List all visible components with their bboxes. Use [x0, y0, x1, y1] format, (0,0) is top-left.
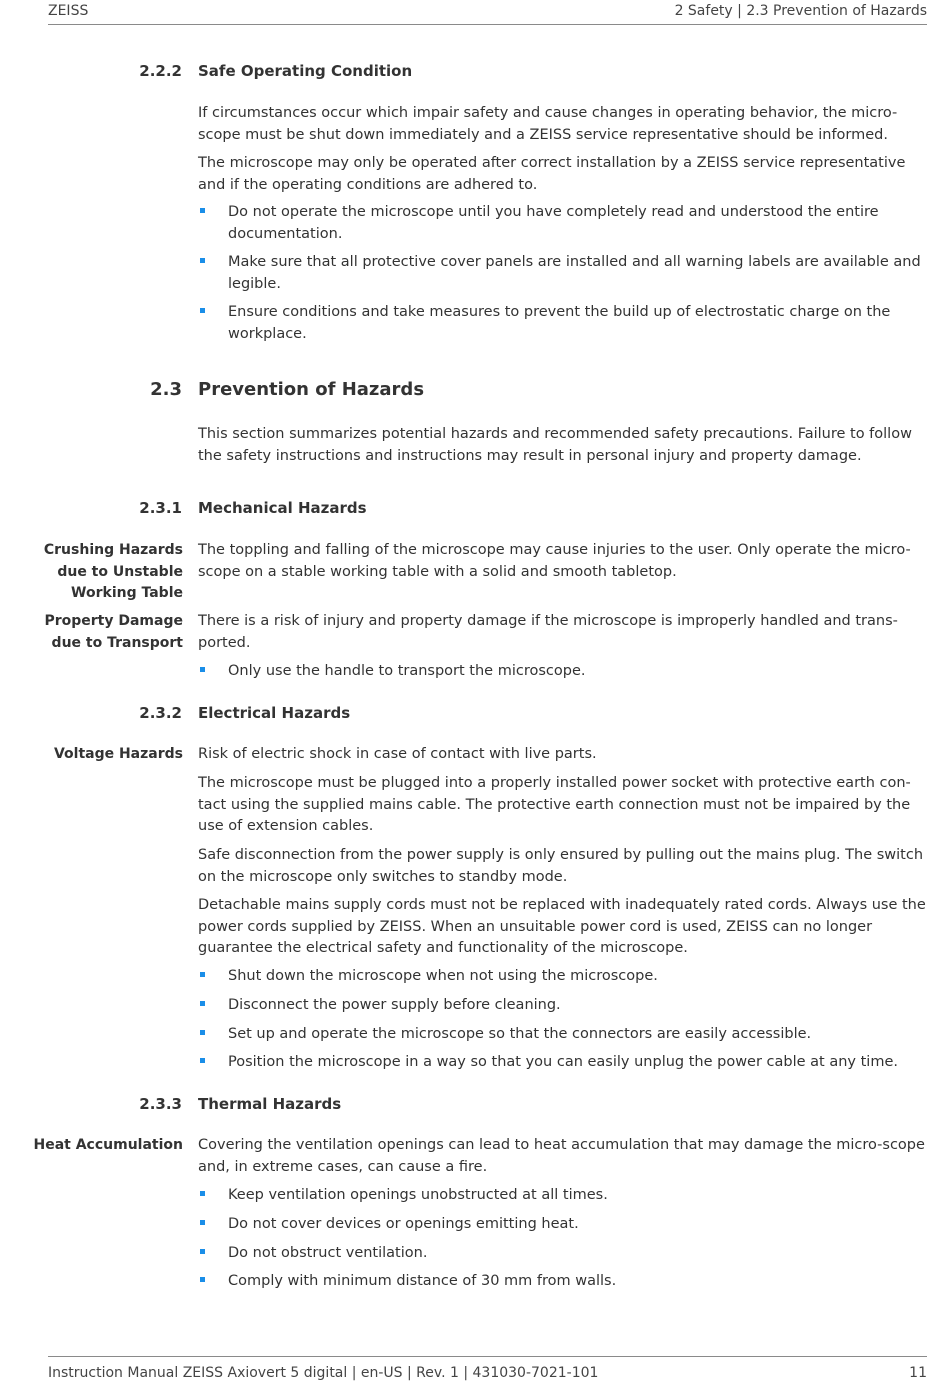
- margin-heading: Voltage Hazards: [53, 746, 183, 762]
- bullet-marker: [200, 208, 205, 213]
- margin-heading: Property Damage due to Transport: [44, 613, 183, 651]
- header-brand: ZEISS: [48, 3, 89, 19]
- bullet-item: Comply with minimum distance of 30 mm from walls.: [228, 1273, 617, 1289]
- section-title: Safe Operating Condition: [198, 62, 413, 80]
- bullet-item: Keep ventilation openings unobstructed at all times.: [228, 1187, 608, 1203]
- bullet-marker: [200, 1030, 205, 1035]
- bullet-item: Do not obstruct ventilation.: [228, 1245, 428, 1261]
- bullet-item: Shut down the microscope when not using the microscope.: [228, 968, 658, 984]
- bullet-item: Only use the handle to transport the microscope.: [228, 663, 586, 679]
- bullet-item: Ensure conditions and take measures to prevent the build up of electrostatic charge on the workplace.: [228, 304, 891, 342]
- bullet-marker: [200, 972, 205, 977]
- page-number: 11: [909, 1365, 927, 1381]
- bullet-marker: [200, 667, 205, 672]
- bullet-item: Do not operate the microscope until you have completely read and understood the entire documentation.: [228, 204, 879, 242]
- paragraph: Risk of electric shock in case of contact with live parts.: [198, 746, 597, 762]
- section-number: 2.3.3: [139, 1095, 182, 1113]
- bullet-item: Make sure that all protective cover panels are installed and all warning labels are available and legible.: [228, 254, 921, 292]
- paragraph: This section summarizes potential hazards and recommended safety precautions. Failure to follow the safety instructions and instructions may result in personal injury and property damage.: [198, 426, 912, 464]
- section-title: Mechanical Hazards: [198, 499, 367, 517]
- paragraph: Detachable mains supply cords must not be replaced with inadequately rated cords. Always use the power cords supplied by ZEISS. When an unsuitable power cord is used, ZEISS can no longer guarantee the electrical safety and functionality of the microscope.: [198, 897, 926, 956]
- section-title: Prevention of Hazards: [198, 379, 425, 400]
- section-title: Thermal Hazards: [198, 1095, 342, 1113]
- section-number: 2.3.2: [139, 704, 182, 722]
- margin-heading: Heat Accumulation: [33, 1137, 183, 1153]
- section-number: 2.2.2: [139, 62, 182, 80]
- paragraph: Safe disconnection from the power supply is only ensured by pulling out the mains plug. The switch on the microscope only switches to standby mode.: [198, 847, 924, 885]
- bullet-marker: [200, 1191, 205, 1196]
- paragraph: The toppling and falling of the microscope may cause injuries to the user. Only operate the micro-scope on a stable working table with a solid and smooth tabletop.: [198, 542, 911, 580]
- section-number: 2.3: [150, 379, 182, 400]
- section-number: 2.3.1: [139, 499, 182, 517]
- bullet-marker: [200, 1058, 205, 1063]
- page-footer: [48, 1356, 927, 1381]
- paragraph: Covering the ventilation openings can lead to heat accumulation that may damage the micro-scope and, in extreme cases, can cause a fire.: [198, 1137, 925, 1175]
- bullet-marker: [200, 1249, 205, 1254]
- paragraph: The microscope must be plugged into a properly installed power socket with protective earth con-tact using the supplied mains cable. The protective earth connection must not be impaired by the use of extension cables.: [198, 775, 911, 834]
- bullet-marker: [200, 308, 205, 313]
- paragraph: The microscope may only be operated after correct installation by a ZEISS service representative and if the operating conditions are adhered to.: [198, 155, 906, 193]
- margin-heading: Crushing Hazards due to Unstable Working Table: [43, 542, 183, 601]
- bullet-marker: [200, 258, 205, 263]
- bullet-item: Set up and operate the microscope so that the connectors are easily accessible.: [228, 1026, 812, 1042]
- bullet-item: Position the microscope in a way so that you can easily unplug the power cable at any time.: [228, 1054, 898, 1070]
- paragraph: If circumstances occur which impair safety and cause changes in operating behavior, the micro-scope must be shut down immediately and a ZEISS service representative should be informed.: [198, 105, 898, 143]
- bullet-marker: [200, 1001, 205, 1006]
- paragraph: There is a risk of injury and property damage if the microscope is improperly handled and trans-ported.: [198, 613, 898, 651]
- bullet-marker: [200, 1277, 205, 1282]
- section-title: Electrical Hazards: [198, 704, 351, 722]
- bullet-marker: [200, 1220, 205, 1225]
- bullet-item: Disconnect the power supply before cleaning.: [228, 997, 561, 1013]
- page-header: [48, 0, 927, 25]
- header-breadcrumb: 2 Safety | 2.3 Prevention of Hazards: [674, 3, 927, 19]
- footer-document-info: Instruction Manual ZEISS Axiovert 5 digital | en-US | Rev. 1 | 431030-7021-101: [48, 1365, 599, 1381]
- bullet-item: Do not cover devices or openings emitting heat.: [228, 1216, 579, 1232]
